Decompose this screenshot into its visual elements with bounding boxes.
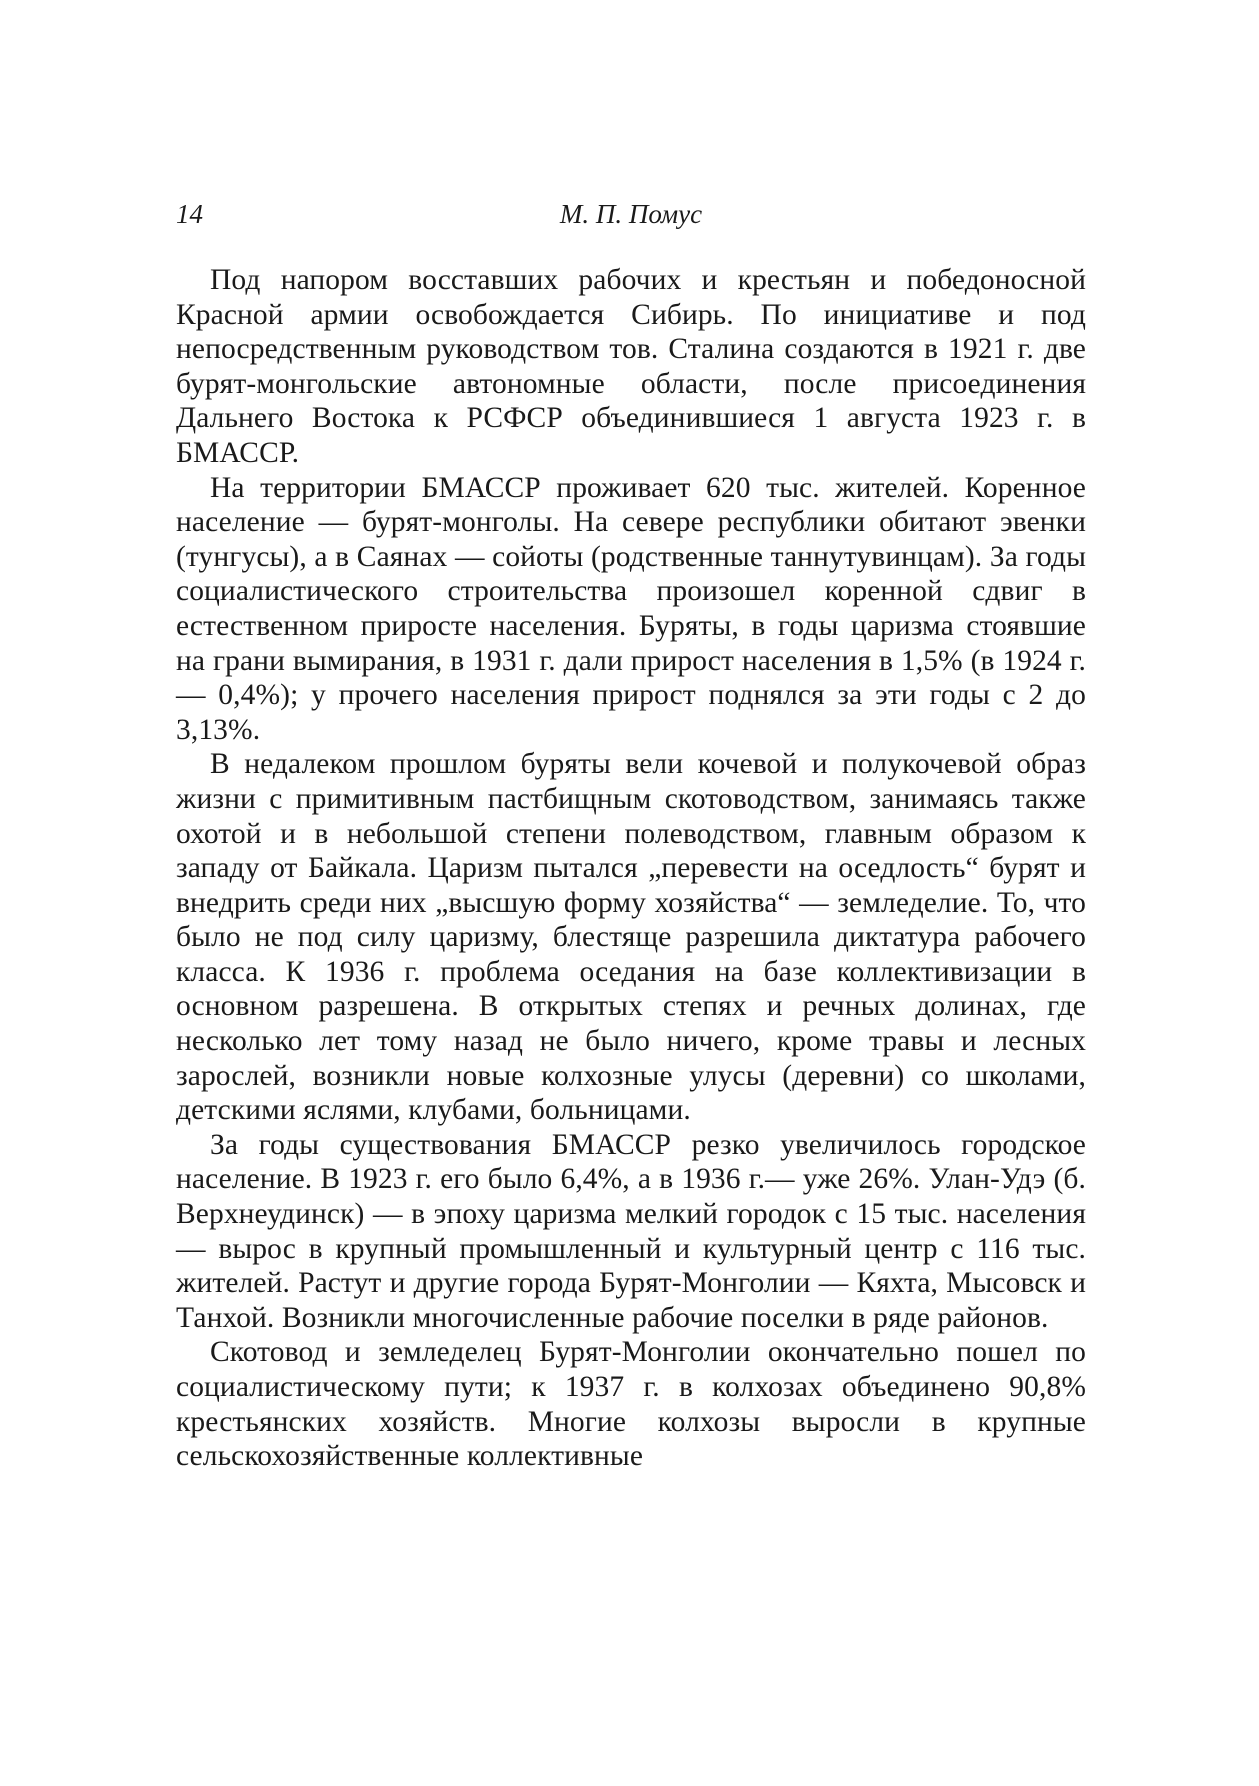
- paragraph: Скотовод и земледелец Бурят-Монголии окончательно пошел по социалистическому пути; к 1937 г. в колхозах объединено 90,8% крестьянских хозяйств. Многие колхозы выросли в крупные сельскохозяйственные коллективные: [176, 1336, 1086, 1473]
- paragraph: Под напором восставших рабочих и крестьян и победоносной Красной армии освобождается Сибирь. По инициативе и под непосредственным руководством тов. Сталина создаются в 1921 г. две бурят-монгольские автономные области, после присоединения Дальнего Востока к РСФСР объединившиеся 1 августа 1923 г. в БМАССР.: [176, 264, 1086, 469]
- paragraph: На территории БМАССР проживает 620 тыс. жителей. Коренное население — бурят-монголы. На севере республики обитают эвенки (тунгусы), а в Саянах — сойоты (родственные таннутувинцам). За годы социалистического строительства произошел коренной сдвиг в естественном приросте населения. Буряты, в годы царизма стоявшие на грани вымирания, в 1931 г. дали прирост населения в 1,5% (в 1924 г.— 0,4%); у прочего населения прирост поднялся за эти годы с 2 до 3,13%.: [176, 471, 1086, 746]
- paragraph: За годы существования БМАССР резко увеличилось городское население. В 1923 г. его было 6,4%, а в 1936 г.— уже 26%. Улан-Удэ (б. Верхнеудинск) — в эпоху царизма мелкий городок с 15 тыс. населения — вырос в крупный промышленный и культурный центр с 116 тыс. жителей. Растут и другие города Бурят-Монголии — Кяхта, Мысовск и Танхой. Возникли многочисленные рабочие поселки в ряде районов.: [176, 1128, 1086, 1334]
- page-number: 14: [176, 199, 203, 229]
- running-head-author: М. П. Помус: [559, 199, 703, 229]
- paragraph: В недалеком прошлом буряты вели кочевой и полукочевой образ жизни с примитивным пастбищным скотоводством, занимаясь также охотой и в небольшой степени полеводством, главным образом к западу от Байкала. Царизм пытался „перевести на оседлость“ бурят и внедрить среди них „высшую форму хозяйства“ — земледелие. То, что было не под силу царизму, блестяще разрешила диктатура рабочего класса. К 1936 г. проблема оседания на базе коллективизации в основном разрешена. В открытых степях и речных долинах, где несколько лет тому назад не было ничего, кроме травы и лесных зарослей, возникли новые колхозные улусы (деревни) со школами, детскими яслями, клубами, больницами.: [176, 748, 1086, 1127]
- body-text: [176, 263, 1086, 1474]
- running-head: [176, 192, 1086, 236]
